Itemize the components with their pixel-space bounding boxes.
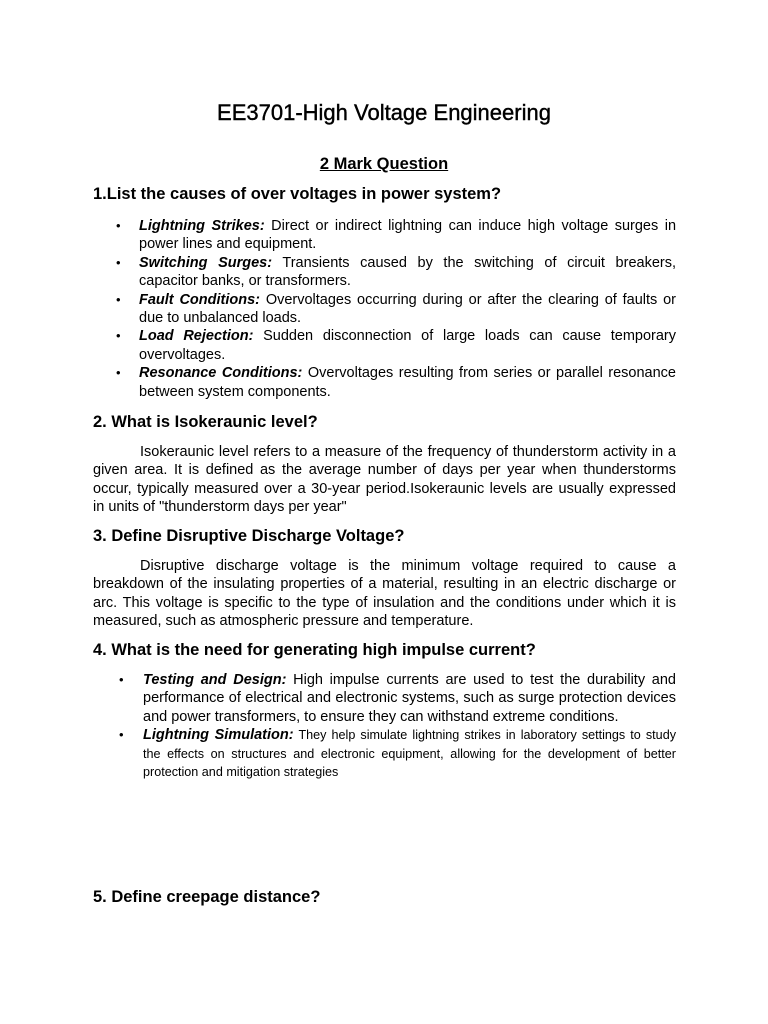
list-item <box>93 217 676 254</box>
document-title: EE3701-High Voltage Engineering <box>217 100 551 125</box>
list-item <box>93 254 676 291</box>
item-text: Sudden disconnection of large loads can cause temporary overvoltages. <box>139 328 677 363</box>
list-item <box>93 364 676 401</box>
question-4-heading: 4. What is the need for generating high impulse current? <box>93 641 536 659</box>
list-item <box>93 327 676 364</box>
bullet-icon: • <box>116 328 121 344</box>
item-text: They help simulate lightning strikes in laboratory settings to study the effects on structures and electronic equipment, allowing for the development of better protection and mitigation strategies <box>143 728 676 780</box>
item-label: Load Rejection: <box>139 328 254 345</box>
item-label: Fault Conditions: <box>139 291 260 308</box>
bullet-icon: • <box>116 218 121 233</box>
question-2-heading: 2. What is Isokeraunic level? <box>93 413 318 431</box>
item-text: Transients caused by the switching of circuit breakers, capacitor banks, or transformers. <box>139 254 676 290</box>
item-label: Lightning Strikes: <box>139 218 265 234</box>
bullet-icon: • <box>116 291 121 307</box>
item-text: Overvoltages occurring during or after the clearing of faults or due to unbalanced loads. <box>139 291 676 327</box>
bullet-icon: • <box>119 672 124 687</box>
bullet-icon: • <box>119 727 124 743</box>
question-1-list <box>93 217 676 401</box>
item-text: Overvoltages resulting from series or parallel resonance between system components. <box>139 365 676 400</box>
item-label: Testing and Design: <box>143 672 287 688</box>
list-item <box>93 291 676 328</box>
bullet-icon: • <box>116 365 121 381</box>
item-label: Lightning Simulation: <box>143 727 294 744</box>
item-label: Resonance Conditions: <box>139 365 303 382</box>
bullet-icon: • <box>116 254 121 270</box>
question-3-heading: 3. Define Disruptive Discharge Voltage? <box>93 527 405 545</box>
question-3-answer: Disruptive discharge voltage is the minimum voltage required to cause a breakdown of the insulating properties of a material, resulting in an electric discharge or arc. This voltage is specific to the type of insulation and the conditions under which it is measured, such as atmospheric pressure and temperature. <box>93 558 676 630</box>
item-text: High impulse currents are used to test the durability and performance of electrical and electronic systems, such as surge protection devices and power transformers, to ensure they can withstand extreme conditions. <box>143 672 676 725</box>
section-subtitle: 2 Mark Question <box>319 155 449 173</box>
question-4-list <box>93 671 676 781</box>
list-item <box>93 671 676 726</box>
list-item <box>93 726 676 781</box>
question-1-heading: 1.List the causes of over voltages in power system? <box>93 185 502 203</box>
item-text: Direct or indirect lightning can induce high voltage surges in power lines and equipment. <box>139 218 677 253</box>
question-5-heading: 5. Define creepage distance? <box>93 888 321 906</box>
question-2-answer: Isokeraunic level refers to a measure of the frequency of thunderstorm activity in a given area. It is defined as the average number of days per year when thunderstorms occur, typically measured over a 30-year period.Isokeraunic levels are usually expressed in units of "thunderstorm days per year" <box>93 444 676 516</box>
item-label: Switching Surges: <box>139 254 273 271</box>
